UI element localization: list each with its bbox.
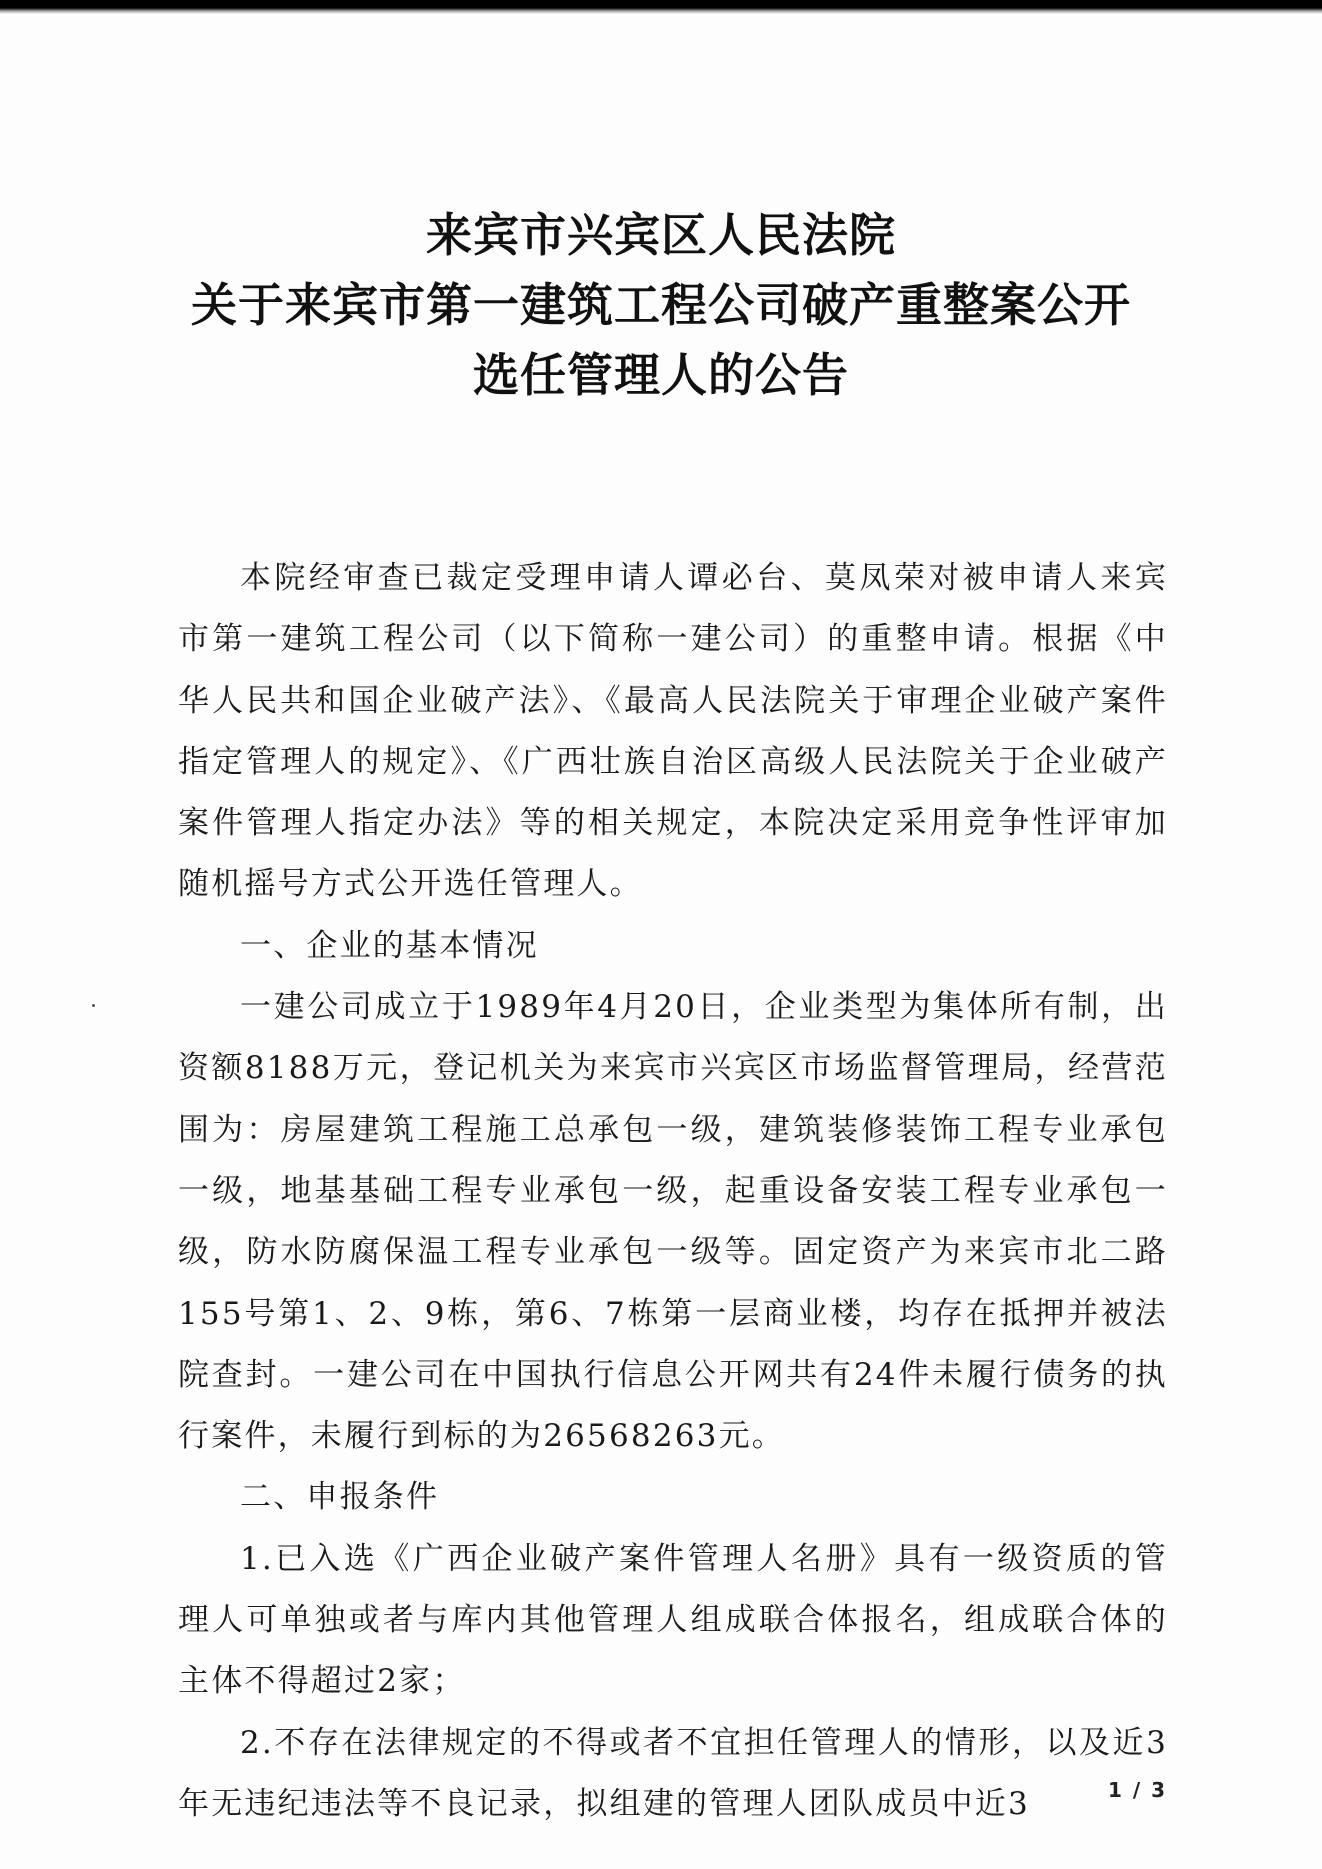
title-subject-line: 关于来宾市第一建筑工程公司破产重整案公开 (191, 278, 1131, 332)
page-number: 1 / 3 (1108, 1778, 1168, 1802)
section-heading-application-conditions: 二、申报条件 (240, 1479, 440, 1516)
title-notice-line: 选任管理人的公告 (473, 348, 849, 402)
condition-item-2: 2.不存在法律规定的不得或者不宜担任管理人的情形，以及近3年无违纪违法等不良记录，拟组建的管理人团队成员中近3 (178, 1724, 1168, 1822)
section-heading-company-info: 一、企业的基本情况 (240, 927, 539, 964)
scan-top-edge (0, 0, 1322, 14)
announcement-title (0, 200, 1322, 410)
company-info-paragraph: 一建公司成立于1989年4月20日，企业类型为集体所有制，出资额8188万元，登记机关为来宾市兴宾区市场监督管理局，经营范围为：房屋建筑工程施工总承包一级，建筑装修装饰工程专业承包一级，地基基础工程专业承包一级，起重设备安装工程专业承包一级，防水防腐保温工程专业承包一级等。固定资产为来宾市北二路155号第1、2、9栋，第6、7栋第一层商业楼，均存在抵押并被法院查封。一建公司在中国执行信息公开网共有24件未履行债务的执行案件，未履行到标的为26568263元。 (178, 989, 1168, 1455)
title-court-name: 来宾市兴宾区人民法院 (426, 208, 896, 262)
announcement-body (178, 548, 1168, 1835)
intro-paragraph: 本院经审查已裁定受理申请人谭必台、莫凤荣对被申请人来宾市第一建筑工程公司（以下简称一建公司）的重整申请。根据《中华人民共和国企业破产法》、《最高人民法院关于审理企业破产案件指定管理人的规定》、《广西壮族自治区高级人民法院关于企业破产案件管理人指定办法》等的相关规定，本院决定采用竞争性评审加随机摇号方式公开选任管理人。 (178, 560, 1168, 903)
scan-speck (92, 1004, 95, 1007)
condition-item-1: 1.已入选《广西企业破产案件管理人名册》具有一级资质的管理人可单独或者与库内其他管理人组成联合体报名，组成联合体的主体不得超过2家； (178, 1540, 1168, 1700)
